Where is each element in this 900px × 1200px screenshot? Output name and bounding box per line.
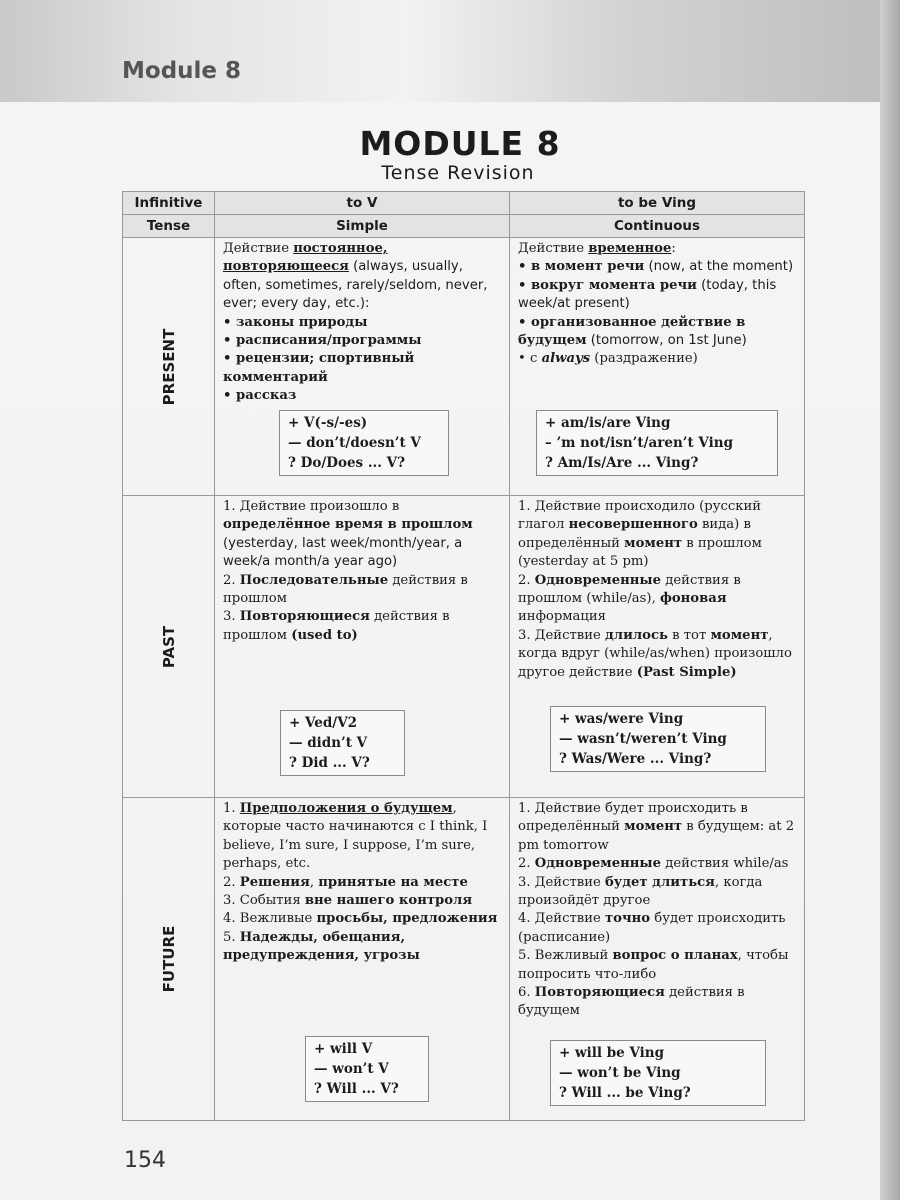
past-label-cell (123, 496, 215, 798)
past-simple-formula-box (280, 710, 405, 776)
to-v-header: to V (215, 192, 510, 215)
past-continuous-point-1: 1. Действие происходило (русский глагол несовершенного вида) в определённый момент в прошлом (yesterday at 5 pm) (518, 499, 762, 570)
past-simple-point-2: 2. Последовательные действия в прошлом (223, 572, 468, 607)
past-continuous-point-2: 2. Одновременные действия в прошлом (while/as), фоновая информация (518, 572, 741, 625)
future-continuous-point-4: 4. Действие точно будет происходить (расписание) (518, 911, 786, 945)
past-continuous-formula-box (550, 706, 766, 772)
formula-negative: — don’t/doesn’t V (288, 435, 421, 451)
formula-question: ? Was/Were ... Ving? (559, 751, 712, 767)
formula-affirmative: + am/is/are Ving (545, 415, 671, 431)
formula-affirmative: + will be Ving (559, 1045, 665, 1061)
future-continuous-point-3: 3. Действие будет длиться, когда произойдёт другое (518, 874, 763, 909)
formula-question: ? Will ... be Ving? (559, 1085, 691, 1101)
formula-question: ? Will ... V? (314, 1081, 399, 1097)
present-continuous-item: • организованное действие в будущем (tomorrow, on 1st June) (518, 314, 747, 349)
present-continuous-cell (510, 238, 805, 496)
infinitive-row (123, 192, 805, 215)
future-continuous-point-2: 2. Одновременные действия while/as (518, 856, 789, 872)
formula-negative: — won’t be Ving (559, 1065, 681, 1081)
present-row (123, 238, 805, 496)
present-continuous-item: • в момент речи (now, at the moment) (518, 259, 794, 275)
present-simple-item: • законы природы (223, 314, 368, 330)
formula-negative: — won’t V (314, 1061, 389, 1077)
present-simple-item: • рецензии; спортивный комментарий (223, 351, 415, 385)
formula-question: ? Do/Does ... V? (288, 455, 406, 471)
future-label-cell (123, 798, 215, 1121)
running-header: Module 8 (122, 58, 242, 84)
future-simple-point-3: 3. События вне нашего контроля (223, 893, 473, 909)
formula-affirmative: + was/were Ving (559, 711, 684, 727)
present-continuous-item: • с always (раздражение) (518, 351, 698, 367)
page-title: MODULE 8 (359, 124, 561, 163)
future-label: FUTURE (159, 925, 178, 993)
past-continuous-cell (510, 496, 805, 798)
future-continuous-formula-box (550, 1040, 766, 1106)
present-continuous-item: • вокруг момента речи (today, this week/at present) (518, 277, 777, 312)
page-number: 154 (124, 1148, 166, 1173)
future-simple-formula-box (305, 1036, 429, 1102)
formula-affirmative: + V(-s/-es) (288, 415, 368, 431)
present-continuous-formula-box (536, 410, 778, 476)
past-simple-cell (215, 496, 510, 798)
infinitive-header: Infinitive (123, 192, 215, 215)
future-simple-cell (215, 798, 510, 1121)
future-continuous-point-5: 5. Вежливый вопрос о планах, чтобы попросить что-либо (518, 948, 789, 982)
formula-affirmative: + Ved/V2 (289, 715, 358, 731)
continuous-header: Continuous (510, 215, 805, 238)
future-simple-point-1: 1. Предположения о будущем, которые часто начинаются с I think, I believe, I’m sure, I suppose, I’m sure, perhaps, etc. (223, 801, 488, 872)
present-simple-intro: Действие постоянное, повторяющееся (always, usually, often, sometimes, rarely/seldom, never, ever; every day, etc.): (223, 241, 488, 312)
past-simple-point-1: 1. Действие произошло в определённое время в прошлом (yesterday, last week/month/year, a week/a month/a year ago) (223, 499, 473, 570)
present-simple-item: • расписания/программы (223, 333, 422, 349)
present-label: PRESENT (159, 328, 178, 405)
present-simple-cell (215, 238, 510, 496)
future-simple-point-4: 4. Вежливые просьбы, предложения (223, 911, 498, 927)
future-continuous-cell (510, 798, 805, 1121)
future-row (123, 798, 805, 1121)
tense-row (123, 215, 805, 238)
formula-affirmative: + will V (314, 1041, 373, 1057)
past-simple-point-3: 3. Повторяющиеся действия в прошлом (used to) (223, 609, 450, 643)
future-continuous-point-6: 6. Повторяющиеся действия в будущем (518, 985, 745, 1019)
formula-negative: – ’m not/isn’t/aren’t Ving (545, 435, 734, 451)
page-subtitle: Tense Revision (381, 162, 535, 184)
tense-header: Tense (123, 215, 215, 238)
formula-negative: — didn’t V (289, 735, 368, 751)
top-margin-band (0, 0, 900, 102)
to-be-ving-header: to be Ving (510, 192, 805, 215)
formula-question: ? Did ... V? (289, 755, 370, 771)
future-simple-point-2: 2. Решения, принятые на месте (223, 874, 468, 890)
formula-negative: — wasn’t/weren’t Ving (559, 731, 727, 747)
tense-table (122, 191, 805, 1121)
past-continuous-point-3: 3. Действие длилось в тот момент, когда вдруг (while/as/when) произошло другое действие (Past Simple) (518, 627, 792, 680)
present-simple-formula-box (279, 410, 449, 476)
present-continuous-intro: Действие временное: (518, 241, 676, 256)
past-label: PAST (159, 625, 178, 668)
formula-question: ? Am/Is/Are ... Ving? (545, 455, 699, 471)
present-label-cell (123, 238, 215, 496)
future-continuous-point-1: 1. Действие будет происходить в определённый момент в будущем: at 2 pm tomorrow (518, 801, 795, 853)
past-row (123, 496, 805, 798)
future-simple-point-5: 5. Надежды, обещания, предупреждения, угрозы (223, 929, 420, 964)
simple-header: Simple (215, 215, 510, 238)
present-simple-item: • рассказ (223, 388, 297, 404)
